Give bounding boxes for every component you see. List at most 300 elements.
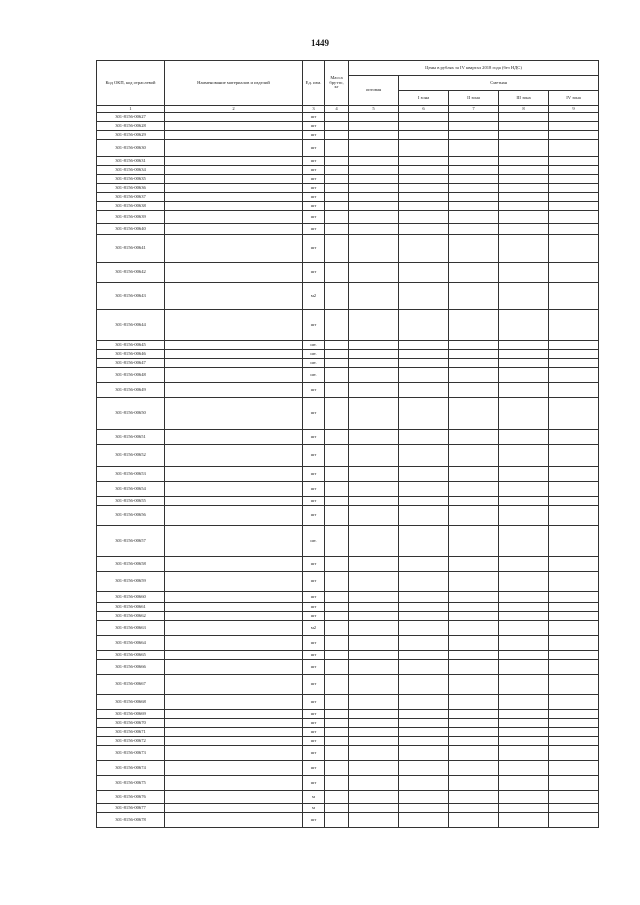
item-unit: шт	[303, 612, 325, 621]
item-price-zone-4	[549, 193, 599, 202]
item-price-zone-2	[449, 695, 499, 710]
item-price-zone-4	[549, 737, 599, 746]
item-price-zone-4	[549, 651, 599, 660]
item-code: 301-8156-00670	[97, 719, 165, 728]
table-row	[97, 636, 599, 651]
item-price-zone-4	[549, 719, 599, 728]
item-price-zone-1	[399, 621, 449, 636]
item-wholesale-price	[349, 791, 399, 804]
item-price-zone-2	[449, 263, 499, 283]
item-price-zone-2	[449, 157, 499, 166]
item-name	[165, 776, 303, 791]
item-code: 301-8156-00668	[97, 695, 165, 710]
item-price-zone-2	[449, 283, 499, 310]
item-code: 301-8156-00673	[97, 746, 165, 761]
item-name	[165, 497, 303, 506]
table-row	[97, 603, 599, 612]
item-wholesale-price	[349, 383, 399, 398]
item-mass	[325, 310, 349, 341]
table-row	[97, 235, 599, 263]
item-price-zone-4	[549, 122, 599, 131]
item-wholesale-price	[349, 175, 399, 184]
item-price-zone-3	[499, 467, 549, 482]
item-price-zone-1	[399, 383, 449, 398]
item-mass	[325, 506, 349, 526]
item-price-zone-4	[549, 224, 599, 235]
item-mass	[325, 224, 349, 235]
table-row	[97, 737, 599, 746]
item-price-zone-2	[449, 113, 499, 122]
item-mass	[325, 557, 349, 572]
item-price-zone-3	[499, 224, 549, 235]
item-price-zone-3	[499, 235, 549, 263]
item-price-zone-3	[499, 651, 549, 660]
table-row	[97, 728, 599, 737]
table-row	[97, 193, 599, 202]
item-mass	[325, 791, 349, 804]
table-row	[97, 310, 599, 341]
item-code: 301-8156-00656	[97, 506, 165, 526]
item-price-zone-1	[399, 341, 449, 350]
table-row	[97, 592, 599, 603]
item-mass	[325, 467, 349, 482]
item-price-zone-2	[449, 467, 499, 482]
item-wholesale-price	[349, 695, 399, 710]
item-price-zone-2	[449, 791, 499, 804]
item-code: 301-8156-00674	[97, 761, 165, 776]
item-name	[165, 660, 303, 675]
item-name	[165, 235, 303, 263]
header-unit: Ед. изм.	[303, 61, 325, 106]
item-wholesale-price	[349, 341, 399, 350]
item-price-zone-1	[399, 184, 449, 193]
table-row	[97, 368, 599, 383]
item-name	[165, 621, 303, 636]
item-price-zone-1	[399, 675, 449, 695]
header-estimate: Сметная	[399, 76, 599, 91]
item-price-zone-4	[549, 140, 599, 157]
item-wholesale-price	[349, 467, 399, 482]
item-price-zone-4	[549, 791, 599, 804]
item-unit: шт	[303, 398, 325, 430]
item-wholesale-price	[349, 430, 399, 445]
item-name	[165, 695, 303, 710]
item-mass	[325, 157, 349, 166]
item-price-zone-4	[549, 660, 599, 675]
item-price-zone-3	[499, 193, 549, 202]
item-price-zone-4	[549, 383, 599, 398]
item-price-zone-1	[399, 445, 449, 467]
item-price-zone-4	[549, 350, 599, 359]
table-row	[97, 211, 599, 224]
item-price-zone-3	[499, 737, 549, 746]
item-name	[165, 383, 303, 398]
item-price-zone-1	[399, 651, 449, 660]
item-price-zone-3	[499, 804, 549, 813]
item-price-zone-3	[499, 728, 549, 737]
item-price-zone-4	[549, 804, 599, 813]
item-code: 301-8156-00669	[97, 710, 165, 719]
item-price-zone-3	[499, 398, 549, 430]
item-price-zone-3	[499, 310, 549, 341]
item-price-zone-1	[399, 813, 449, 828]
item-code: 301-8156-00628	[97, 122, 165, 131]
item-name	[165, 263, 303, 283]
item-name	[165, 482, 303, 497]
item-price-zone-4	[549, 398, 599, 430]
item-mass	[325, 482, 349, 497]
item-price-zone-4	[549, 526, 599, 557]
item-unit: м	[303, 804, 325, 813]
item-price-zone-3	[499, 710, 549, 719]
table-row	[97, 398, 599, 430]
item-code: 301-8156-00659	[97, 572, 165, 592]
item-wholesale-price	[349, 719, 399, 728]
item-price-zone-4	[549, 359, 599, 368]
item-price-zone-1	[399, 746, 449, 761]
item-price-zone-4	[549, 445, 599, 467]
item-mass	[325, 621, 349, 636]
item-unit: шт	[303, 482, 325, 497]
item-price-zone-4	[549, 310, 599, 341]
item-code: 301-8156-00672	[97, 737, 165, 746]
item-unit: шт	[303, 675, 325, 695]
item-price-zone-4	[549, 497, 599, 506]
price-table-container	[96, 60, 598, 828]
item-price-zone-2	[449, 804, 499, 813]
item-name	[165, 122, 303, 131]
item-price-zone-3	[499, 592, 549, 603]
item-price-zone-2	[449, 383, 499, 398]
item-price-zone-3	[499, 761, 549, 776]
item-price-zone-2	[449, 310, 499, 341]
item-mass	[325, 804, 349, 813]
item-wholesale-price	[349, 761, 399, 776]
item-price-zone-2	[449, 557, 499, 572]
item-price-zone-4	[549, 113, 599, 122]
item-price-zone-4	[549, 467, 599, 482]
item-mass	[325, 737, 349, 746]
item-wholesale-price	[349, 445, 399, 467]
item-name	[165, 710, 303, 719]
item-unit: шт	[303, 719, 325, 728]
header-zone-2: II зона	[449, 91, 499, 106]
item-price-zone-3	[499, 283, 549, 310]
item-price-zone-2	[449, 761, 499, 776]
item-price-zone-3	[499, 359, 549, 368]
table-row	[97, 175, 599, 184]
item-wholesale-price	[349, 710, 399, 719]
item-price-zone-2	[449, 368, 499, 383]
item-mass	[325, 728, 349, 737]
item-unit: шт	[303, 695, 325, 710]
price-table-body	[97, 113, 599, 828]
table-row	[97, 350, 599, 359]
item-mass	[325, 603, 349, 612]
item-code: 301-8156-00666	[97, 660, 165, 675]
header-code: Код ОКП, код отраслевой	[97, 61, 165, 106]
item-mass	[325, 651, 349, 660]
item-price-zone-2	[449, 430, 499, 445]
item-mass	[325, 131, 349, 140]
item-mass	[325, 776, 349, 791]
item-price-zone-1	[399, 224, 449, 235]
item-mass	[325, 211, 349, 224]
item-price-zone-4	[549, 612, 599, 621]
item-price-zone-2	[449, 813, 499, 828]
item-price-zone-2	[449, 193, 499, 202]
item-price-zone-1	[399, 804, 449, 813]
item-name	[165, 224, 303, 235]
table-row	[97, 166, 599, 175]
item-mass	[325, 166, 349, 175]
item-price-zone-3	[499, 263, 549, 283]
item-mass	[325, 813, 349, 828]
item-price-zone-4	[549, 675, 599, 695]
item-wholesale-price	[349, 651, 399, 660]
item-name	[165, 140, 303, 157]
item-price-zone-1	[399, 122, 449, 131]
item-code: 301-8156-00630	[97, 140, 165, 157]
item-wholesale-price	[349, 140, 399, 157]
item-price-zone-2	[449, 506, 499, 526]
item-unit: шт	[303, 235, 325, 263]
item-code: 301-8156-00641	[97, 235, 165, 263]
item-wholesale-price	[349, 497, 399, 506]
item-price-zone-2	[449, 131, 499, 140]
item-price-zone-1	[399, 202, 449, 211]
item-price-zone-4	[549, 776, 599, 791]
item-name	[165, 791, 303, 804]
item-name	[165, 675, 303, 695]
item-wholesale-price	[349, 621, 399, 636]
item-price-zone-3	[499, 175, 549, 184]
item-wholesale-price	[349, 131, 399, 140]
item-name	[165, 737, 303, 746]
item-unit: шт	[303, 737, 325, 746]
item-price-zone-1	[399, 791, 449, 804]
item-price-zone-1	[399, 719, 449, 728]
item-price-zone-1	[399, 572, 449, 592]
item-name	[165, 430, 303, 445]
table-row	[97, 651, 599, 660]
item-price-zone-2	[449, 398, 499, 430]
item-code: 301-8156-00645	[97, 341, 165, 350]
item-mass	[325, 175, 349, 184]
item-unit: шт	[303, 746, 325, 761]
item-unit: шт	[303, 113, 325, 122]
item-price-zone-1	[399, 157, 449, 166]
item-price-zone-3	[499, 184, 549, 193]
item-unit: шт	[303, 131, 325, 140]
item-code: 301-8156-00639	[97, 211, 165, 224]
item-wholesale-price	[349, 660, 399, 675]
item-price-zone-2	[449, 675, 499, 695]
item-price-zone-2	[449, 202, 499, 211]
item-wholesale-price	[349, 636, 399, 651]
table-row	[97, 157, 599, 166]
item-price-zone-3	[499, 131, 549, 140]
item-price-zone-4	[549, 131, 599, 140]
item-unit: шт	[303, 651, 325, 660]
table-row	[97, 430, 599, 445]
item-price-zone-3	[499, 636, 549, 651]
item-price-zone-2	[449, 660, 499, 675]
item-unit: шт.	[303, 350, 325, 359]
table-row	[97, 445, 599, 467]
item-unit: шт	[303, 761, 325, 776]
item-price-zone-3	[499, 122, 549, 131]
item-price-zone-4	[549, 430, 599, 445]
item-mass	[325, 184, 349, 193]
item-unit: шт	[303, 497, 325, 506]
item-code: 301-8156-00677	[97, 804, 165, 813]
item-code: 301-8156-00663	[97, 621, 165, 636]
table-row	[97, 224, 599, 235]
item-mass	[325, 761, 349, 776]
item-name	[165, 131, 303, 140]
item-price-zone-3	[499, 445, 549, 467]
header-name: Наименование материалов и изделий	[165, 61, 303, 106]
item-unit: шт	[303, 175, 325, 184]
col-number: 7	[449, 106, 499, 113]
item-price-zone-4	[549, 813, 599, 828]
item-price-zone-3	[499, 612, 549, 621]
item-price-zone-3	[499, 482, 549, 497]
item-price-zone-2	[449, 211, 499, 224]
item-wholesale-price	[349, 557, 399, 572]
item-price-zone-3	[499, 211, 549, 224]
item-unit: шт	[303, 710, 325, 719]
item-price-zone-3	[499, 776, 549, 791]
item-name	[165, 728, 303, 737]
item-price-zone-3	[499, 791, 549, 804]
col-number: 2	[165, 106, 303, 113]
item-price-zone-1	[399, 283, 449, 310]
item-price-zone-1	[399, 193, 449, 202]
item-price-zone-2	[449, 482, 499, 497]
table-row	[97, 776, 599, 791]
item-price-zone-1	[399, 603, 449, 612]
item-mass	[325, 592, 349, 603]
col-number: 5	[349, 106, 399, 113]
item-price-zone-4	[549, 506, 599, 526]
item-price-zone-1	[399, 368, 449, 383]
item-unit: шт	[303, 445, 325, 467]
table-row	[97, 660, 599, 675]
item-wholesale-price	[349, 283, 399, 310]
item-unit: шт	[303, 728, 325, 737]
item-code: 301-8156-00646	[97, 350, 165, 359]
item-name	[165, 557, 303, 572]
item-code: 301-8156-00676	[97, 791, 165, 804]
item-price-zone-1	[399, 175, 449, 184]
table-row	[97, 482, 599, 497]
header-wholesale: оптовая	[349, 76, 399, 106]
item-mass	[325, 368, 349, 383]
item-price-zone-4	[549, 235, 599, 263]
item-mass	[325, 497, 349, 506]
item-price-zone-1	[399, 592, 449, 603]
item-code: 301-8156-00643	[97, 283, 165, 310]
item-name	[165, 612, 303, 621]
item-wholesale-price	[349, 310, 399, 341]
item-unit: шт	[303, 157, 325, 166]
item-price-zone-4	[549, 341, 599, 350]
item-price-zone-1	[399, 398, 449, 430]
item-price-zone-3	[499, 813, 549, 828]
item-price-zone-4	[549, 572, 599, 592]
item-name	[165, 761, 303, 776]
item-price-zone-2	[449, 710, 499, 719]
table-row	[97, 341, 599, 350]
item-name	[165, 506, 303, 526]
item-mass	[325, 350, 349, 359]
item-price-zone-4	[549, 557, 599, 572]
item-wholesale-price	[349, 359, 399, 368]
header-price-group: Цены в рублях за IV квартал 2018 года (без НДС)	[349, 61, 599, 76]
item-price-zone-2	[449, 497, 499, 506]
item-unit: шт	[303, 557, 325, 572]
item-price-zone-2	[449, 603, 499, 612]
table-row	[97, 791, 599, 804]
table-row	[97, 263, 599, 283]
item-price-zone-1	[399, 131, 449, 140]
table-row	[97, 383, 599, 398]
item-code: 301-8156-00675	[97, 776, 165, 791]
column-number-row	[97, 106, 599, 113]
item-price-zone-4	[549, 263, 599, 283]
item-price-zone-3	[499, 695, 549, 710]
header-zone-4: IV зона	[549, 91, 599, 106]
item-code: 301-8156-00640	[97, 224, 165, 235]
item-wholesale-price	[349, 122, 399, 131]
item-price-zone-4	[549, 166, 599, 175]
item-name	[165, 636, 303, 651]
item-mass	[325, 398, 349, 430]
item-price-zone-3	[499, 660, 549, 675]
item-price-zone-3	[499, 341, 549, 350]
item-name	[165, 526, 303, 557]
item-name	[165, 467, 303, 482]
item-name	[165, 175, 303, 184]
item-price-zone-2	[449, 445, 499, 467]
item-name	[165, 719, 303, 728]
table-row	[97, 283, 599, 310]
item-name	[165, 445, 303, 467]
item-price-zone-2	[449, 636, 499, 651]
table-row	[97, 761, 599, 776]
item-price-zone-3	[499, 719, 549, 728]
item-mass	[325, 675, 349, 695]
item-code: 301-8156-00631	[97, 157, 165, 166]
item-price-zone-4	[549, 603, 599, 612]
item-price-zone-3	[499, 526, 549, 557]
item-unit: шт	[303, 572, 325, 592]
item-name	[165, 746, 303, 761]
item-unit: шт	[303, 211, 325, 224]
item-mass	[325, 719, 349, 728]
item-price-zone-1	[399, 695, 449, 710]
item-unit: шт	[303, 166, 325, 175]
col-number: 4	[325, 106, 349, 113]
table-row	[97, 467, 599, 482]
item-name	[165, 398, 303, 430]
item-price-zone-1	[399, 166, 449, 175]
item-wholesale-price	[349, 603, 399, 612]
item-unit: шт	[303, 776, 325, 791]
item-unit: шт	[303, 122, 325, 131]
